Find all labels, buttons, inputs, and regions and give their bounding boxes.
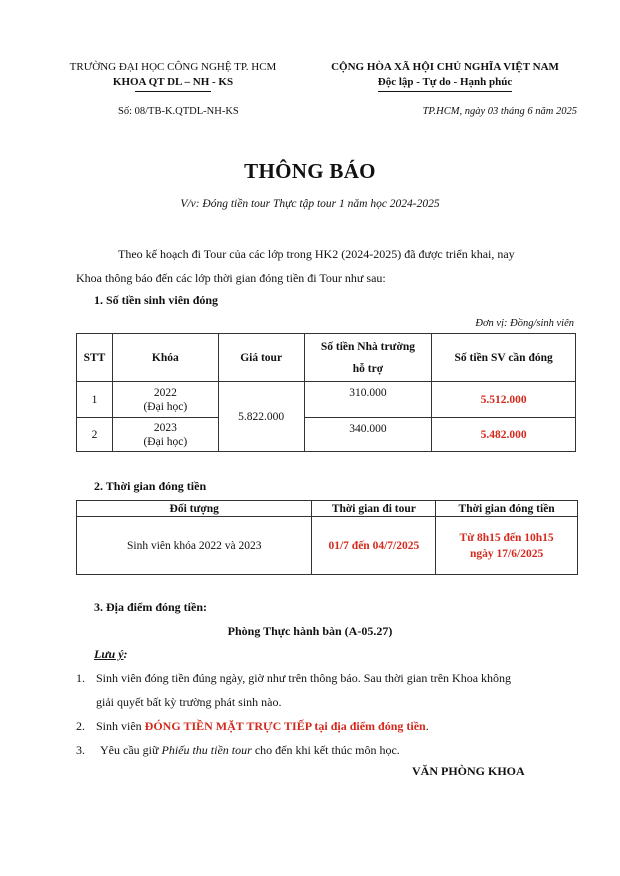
pay-time-line1: Từ 8h15 đến 10h15 — [459, 531, 554, 544]
col-support-line1: Số tiền Nhà trường — [320, 340, 415, 353]
row1-khoa — [112, 382, 218, 418]
signature-office: VĂN PHÒNG KHOA — [412, 764, 525, 778]
row2-stt: 2 — [77, 418, 113, 452]
note-3-num: 3. — [76, 743, 85, 757]
notes-label: Lưu ý: — [94, 647, 128, 661]
subject-line: V/v: Đóng tiền tour Thực tập tour 1 năm học 2024-2025 — [180, 198, 440, 210]
motto-underline — [378, 91, 512, 92]
intro-line-1: Theo kế hoạch đi Tour của các lớp trong HK2 (2024-2025) đã được triển khai, nay — [118, 247, 515, 261]
row1-stt: 1 — [77, 382, 113, 418]
university-name: TRƯỜNG ĐẠI HỌC CÔNG NGHỆ TP. HCM — [69, 61, 277, 73]
unit-note: Đơn vị: Đồng/sinh viên — [475, 318, 574, 329]
tour-time-cell: 01/7 đến 04/7/2025 — [312, 517, 436, 575]
row1-year: 2022 — [153, 386, 177, 399]
note-3-receipt: Phiếu thu tiền tour — [161, 743, 252, 757]
note-2-num: 2. — [76, 719, 85, 733]
col-support — [304, 334, 432, 382]
fee-table — [76, 333, 576, 452]
note-1-num: 1. — [76, 671, 85, 685]
motto: Độc lập - Tự do - Hạnh phúc — [378, 75, 512, 90]
pay-time-cell — [436, 517, 578, 575]
col-pay: Số tiền SV cần đóng — [432, 334, 576, 382]
section3-heading: 3. Địa điểm đóng tiền: — [94, 600, 208, 614]
col-gia-tour: Giá tour — [218, 334, 304, 382]
row2-level: (Đại học) — [143, 435, 188, 448]
row1-level: (Đại học) — [143, 400, 188, 413]
row2-pay: 5.482.000 — [432, 418, 576, 452]
table-row — [77, 418, 576, 452]
faculty-underline — [135, 91, 211, 92]
row2-khoa — [112, 418, 218, 452]
note-1-line1: Sinh viên đóng tiền đúng ngày, giờ như trên thông báo. Sau thời gian trên Khoa không — [96, 671, 512, 685]
col-pay-time: Thời gian đóng tiền — [436, 501, 578, 517]
col-tour-time: Thời gian đi tour — [312, 501, 436, 517]
faculty-name: KHOA QT DL – NH - KS — [113, 75, 233, 90]
payment-location: Phòng Thực hành bàn (A-05.27) — [227, 624, 393, 638]
row2-support: 340.000 — [304, 418, 432, 452]
page-title: THÔNG BÁO — [244, 159, 376, 183]
row2-year: 2023 — [153, 421, 177, 434]
table-row — [77, 517, 578, 575]
note-2: Sinh viên ĐÓNG TIỀN MẶT TRỰC TIẾP tại địa điểm đóng tiền. — [96, 719, 429, 733]
schedule-table — [76, 500, 578, 575]
date-line: TP.HCM, ngày 03 tháng 6 năm 2025 — [422, 106, 577, 117]
header-left — [58, 60, 288, 90]
note-3: Yêu cầu giữ Phiếu thu tiền tour cho đến khi kết thúc môn học. — [100, 743, 400, 757]
country-name: CỘNG HÒA XÃ HỘI CHỦ NGHĨA VIỆT NAM — [331, 61, 559, 73]
table-row — [77, 382, 576, 418]
shared-price: 5.822.000 — [218, 382, 304, 452]
section1-heading: 1. Số tiền sinh viên đóng — [94, 293, 219, 307]
col-support-line2: hỗ trợ — [352, 362, 384, 375]
col-target: Đối tượng — [77, 501, 312, 517]
note-1-line2: giải quyết bất kỳ trường phát sinh nào. — [96, 695, 282, 709]
pay-time-line2: ngày 17/6/2025 — [470, 547, 544, 560]
doc-number: Số: 08/TB-K.QTDL-NH-KS — [118, 106, 239, 117]
intro-line-2: Khoa thông báo đến các lớp thời gian đóng tiền đi Tour như sau: — [76, 271, 386, 285]
col-stt: STT — [77, 334, 113, 382]
col-khoa: Khóa — [112, 334, 218, 382]
fee-table-header — [77, 334, 576, 382]
row1-support: 310.000 — [304, 382, 432, 418]
section2-heading: 2. Thời gian đóng tiền — [94, 479, 207, 493]
target-cell: Sinh viên khóa 2022 và 2023 — [77, 517, 312, 575]
note-2-emphasis: ĐÓNG TIỀN MẶT TRỰC TIẾP tại địa điểm đóng tiền — [144, 719, 426, 733]
header-right — [310, 60, 580, 90]
row1-pay: 5.512.000 — [432, 382, 576, 418]
schedule-table-header — [77, 501, 578, 517]
